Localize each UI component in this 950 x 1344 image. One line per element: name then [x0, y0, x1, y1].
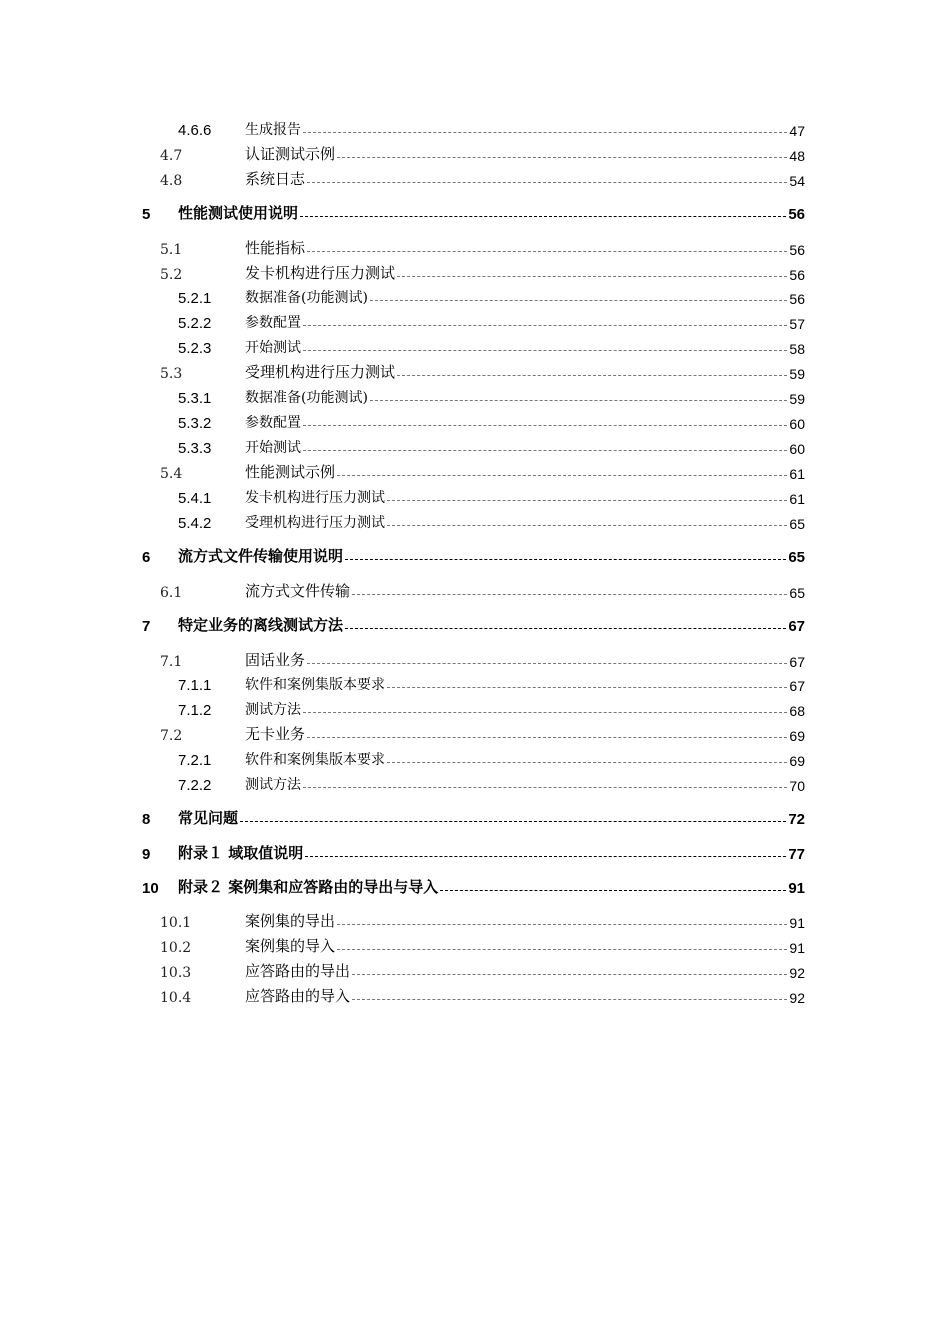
toc-leader-line — [303, 132, 787, 133]
toc-entry-page: 69 — [789, 728, 805, 744]
toc-entry[interactable] — [0, 841, 950, 865]
toc-leader-line — [337, 924, 787, 925]
toc-entry[interactable] — [0, 142, 950, 166]
toc-entry-page: 92 — [789, 990, 805, 1006]
toc-entry-page: 92 — [789, 965, 805, 981]
toc-entry-title: 测试方法 — [245, 777, 301, 793]
toc-entry-title: 参数配置 — [245, 415, 301, 431]
toc-entry[interactable] — [0, 460, 950, 484]
toc-entry[interactable] — [0, 984, 950, 1008]
toc-leader-line — [397, 375, 787, 376]
toc-entry[interactable] — [0, 959, 950, 983]
toc-entry-title: 开始测试 — [245, 440, 301, 456]
toc-entry-title: 常见问题 — [178, 809, 239, 827]
toc-leader-line — [397, 276, 787, 277]
toc-entry-number: 5.4 — [160, 466, 183, 482]
toc-entry-title: 受理机构进行压力测试 — [245, 363, 396, 381]
toc-entry[interactable] — [0, 806, 950, 830]
toc-leader-line — [387, 525, 787, 526]
toc-leader-line — [305, 856, 786, 857]
toc-entry-number: 10.2 — [160, 940, 192, 956]
toc-entry-title: 系统日志 — [245, 170, 306, 188]
toc-entry-page: 54 — [789, 173, 805, 189]
toc-entry-title: 数据准备(功能测试) — [245, 390, 368, 406]
toc-entry[interactable] — [0, 544, 950, 568]
toc-leader-line — [370, 400, 787, 401]
toc-entry-number: 7.2.2 — [178, 777, 212, 794]
toc-entry-page: 47 — [789, 123, 805, 139]
toc-leader-line — [307, 182, 787, 183]
toc-entry-page: 68 — [789, 703, 805, 719]
toc-entry-number: 10 — [142, 880, 159, 897]
toc-leader-line — [303, 325, 787, 326]
toc-entry-title: 固话业务 — [245, 651, 306, 669]
toc-entry-title: 开始测试 — [245, 340, 301, 356]
toc-entry-number: 4.7 — [160, 148, 183, 164]
toc-entry-number: 5 — [142, 206, 151, 223]
toc-leader-line — [352, 594, 787, 595]
toc-entry-number: 5.3 — [160, 366, 183, 382]
toc-leader-line — [337, 949, 787, 950]
toc-entry-number: 7.1 — [160, 654, 183, 670]
toc-entry-page: 60 — [789, 441, 805, 457]
toc-entry-number: 10.1 — [160, 915, 192, 931]
toc-entry-number: 7.2.1 — [178, 752, 212, 769]
toc-entry-page: 56 — [789, 267, 805, 283]
toc-entry-number: 7.1.1 — [178, 677, 212, 694]
toc-entry-page: 59 — [789, 366, 805, 382]
toc-entry-title: 发卡机构进行压力测试 — [245, 490, 385, 506]
toc-entry[interactable] — [0, 510, 950, 534]
toc-entry[interactable] — [0, 201, 950, 225]
toc-entry-title: 特定业务的离线测试方法 — [178, 616, 344, 634]
toc-entry-number: 5.2.2 — [178, 315, 212, 332]
toc-entry-page: 67 — [788, 618, 805, 635]
toc-entry-title: 发卡机构进行压力测试 — [245, 264, 396, 282]
toc-entry-title: 受理机构进行压力测试 — [245, 515, 385, 531]
toc-entry-number: 5.3.2 — [178, 415, 212, 432]
toc-leader-line — [387, 687, 787, 688]
toc-entry-page: 91 — [789, 915, 805, 931]
toc-entry-number: 5.4.2 — [178, 515, 212, 532]
toc-entry-title: 无卡业务 — [245, 725, 306, 743]
toc-entry-page: 48 — [789, 148, 805, 164]
toc-leader-line — [303, 787, 787, 788]
toc-leader-line — [370, 300, 787, 301]
toc-leader-line — [387, 500, 787, 501]
toc-leader-line — [307, 251, 787, 252]
toc-leader-line — [345, 628, 786, 629]
toc-entry-title: 应答路由的导入 — [245, 987, 351, 1005]
toc-entry-number: 4.8 — [160, 173, 183, 189]
toc-entry-number: 5.3.3 — [178, 440, 212, 457]
toc-leader-line — [337, 157, 787, 158]
toc-leader-line — [300, 216, 786, 217]
toc-entry-title: 性能测试使用说明 — [178, 204, 299, 222]
toc-entry[interactable] — [0, 285, 950, 309]
toc-entry-page: 60 — [789, 416, 805, 432]
toc-entry-number: 5.2.3 — [178, 340, 212, 357]
toc-entry[interactable] — [0, 335, 950, 359]
toc-entry[interactable] — [0, 579, 950, 603]
toc-entry-page: 67 — [789, 654, 805, 670]
toc-leader-line — [387, 762, 787, 763]
toc-entry-page: 67 — [789, 678, 805, 694]
toc-entry-title: 附录１ 域取值说明 — [178, 844, 304, 862]
toc-entry-page: 65 — [789, 516, 805, 532]
toc-entry-number: 10.3 — [160, 965, 192, 981]
toc-entry-page: 61 — [789, 491, 805, 507]
toc-leader-line — [440, 890, 786, 891]
toc-entry-page: 56 — [789, 291, 805, 307]
toc-entry-page: 57 — [789, 316, 805, 332]
toc-entry-page: 65 — [789, 585, 805, 601]
toc-entry-page: 69 — [789, 753, 805, 769]
toc-entry-page: 77 — [788, 846, 805, 863]
toc-leader-line — [352, 999, 787, 1000]
toc-entry-title: 认证测试示例 — [245, 145, 336, 163]
toc-entry[interactable] — [0, 672, 950, 696]
toc-entry-title: 数据准备(功能测试) — [245, 290, 368, 306]
toc-entry[interactable] — [0, 236, 950, 260]
toc-entry[interactable] — [0, 613, 950, 637]
toc-entry-page: 70 — [789, 778, 805, 794]
toc-entry-number: 5.2 — [160, 267, 183, 283]
toc-entry-title: 性能测试示例 — [245, 463, 336, 481]
toc-entry[interactable] — [0, 410, 950, 434]
toc-entry-title: 应答路由的导出 — [245, 962, 351, 980]
toc-leader-line — [240, 821, 786, 822]
toc-entry-page: 91 — [789, 940, 805, 956]
toc-leader-line — [337, 475, 787, 476]
toc-entry-title: 软件和案例集版本要求 — [245, 677, 385, 693]
toc-entry-title: 流方式文件传输使用说明 — [178, 547, 344, 565]
toc-entry[interactable] — [0, 435, 950, 459]
toc-entry-title: 参数配置 — [245, 315, 301, 331]
toc-entry-number: 5.2.1 — [178, 290, 212, 307]
toc-entry-title: 流方式文件传输 — [245, 582, 351, 600]
toc-leader-line — [303, 425, 787, 426]
toc-entry-page: 61 — [789, 466, 805, 482]
toc-entry[interactable] — [0, 722, 950, 746]
toc-entry[interactable] — [0, 310, 950, 334]
toc-leader-line — [345, 559, 786, 560]
toc-entry-number: 9 — [142, 846, 151, 863]
toc-entry-number: 7.2 — [160, 728, 183, 744]
toc-entry[interactable] — [0, 385, 950, 409]
toc-entry[interactable] — [0, 360, 950, 384]
toc-entry-number: 8 — [142, 811, 151, 828]
toc-entry[interactable] — [0, 747, 950, 771]
toc-entry[interactable] — [0, 261, 950, 285]
toc-entry-page: 59 — [789, 391, 805, 407]
toc-entry-title: 性能指标 — [245, 239, 306, 257]
toc-leader-line — [303, 350, 787, 351]
toc-entry-number: 5.4.1 — [178, 490, 212, 507]
toc-entry-page: 56 — [788, 206, 805, 223]
toc-leader-line — [303, 712, 787, 713]
toc-entry-page: 65 — [788, 549, 805, 566]
toc-entry-number: 10.4 — [160, 990, 192, 1006]
toc-entry-page: 56 — [789, 242, 805, 258]
toc-entry-number: 7.1.2 — [178, 702, 212, 719]
toc-entry-title: 案例集的导出 — [245, 912, 336, 930]
toc-entry-title: 案例集的导入 — [245, 937, 336, 955]
toc-entry-page: 58 — [789, 341, 805, 357]
toc-leader-line — [352, 974, 787, 975]
toc-entry[interactable] — [0, 934, 950, 958]
toc-entry-page: 72 — [788, 811, 805, 828]
toc-entry[interactable] — [0, 117, 950, 141]
toc-entry[interactable] — [0, 167, 950, 191]
toc-entry-number: 6 — [142, 549, 151, 566]
toc-entry[interactable] — [0, 772, 950, 796]
toc-entry-page: 91 — [788, 880, 805, 897]
toc-entry-title: 附录２ 案例集和应答路由的导出与导入 — [178, 878, 439, 896]
toc-entry[interactable] — [0, 909, 950, 933]
toc-entry-number: 5.3.1 — [178, 390, 212, 407]
toc-entry-number: 4.6.6 — [178, 122, 212, 139]
toc-entry-number: 5.1 — [160, 242, 183, 258]
toc-entry[interactable] — [0, 875, 950, 899]
toc-entry-number: 7 — [142, 618, 151, 635]
toc-leader-line — [307, 737, 787, 738]
toc-entry[interactable] — [0, 697, 950, 721]
toc-leader-line — [307, 663, 787, 664]
toc-entry-title: 生成报告 — [245, 122, 301, 138]
toc-entry-title: 软件和案例集版本要求 — [245, 752, 385, 768]
toc-leader-line — [303, 450, 787, 451]
toc-entry-title: 测试方法 — [245, 702, 301, 718]
toc-entry[interactable] — [0, 648, 950, 672]
toc-entry[interactable] — [0, 485, 950, 509]
toc-entry-number: 6.1 — [160, 585, 183, 601]
